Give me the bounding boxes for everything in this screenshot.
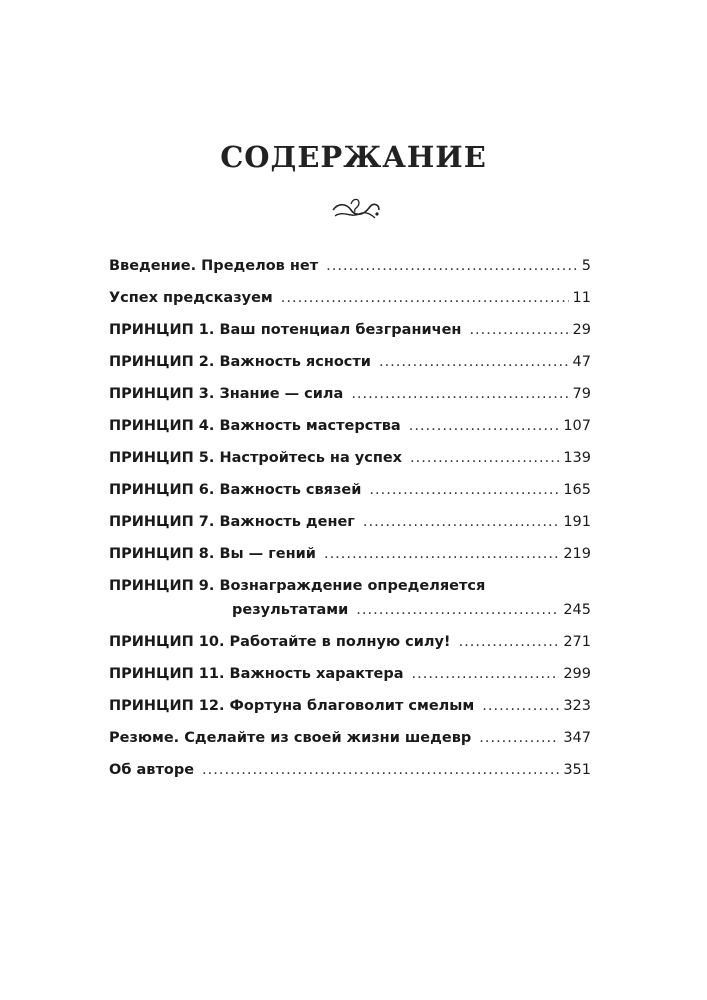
- toc-entry[interactable]: [109, 730, 591, 762]
- toc-page-number: 29: [572, 322, 591, 338]
- dot-leader: [410, 450, 559, 466]
- toc-entry[interactable]: [109, 386, 591, 418]
- toc-entry[interactable]: [109, 482, 591, 514]
- toc-entry-title: Об авторе: [109, 762, 195, 778]
- flourish-ornament-icon: [329, 196, 383, 226]
- toc-page-number: 191: [563, 514, 591, 530]
- toc-page-number: 47: [572, 354, 591, 370]
- toc-page-number: 219: [563, 546, 591, 562]
- toc-entry[interactable]: [109, 762, 591, 794]
- dot-leader: [326, 258, 578, 274]
- toc-page-number: 11: [572, 290, 591, 306]
- toc-entry[interactable]: [109, 290, 591, 322]
- toc-entry[interactable]: [109, 322, 591, 354]
- table-of-contents: [109, 258, 591, 794]
- dot-leader: [202, 762, 559, 778]
- dot-leader: [379, 354, 569, 370]
- toc-entry-title: Успех предсказуем: [109, 290, 273, 306]
- toc-page-number: 347: [563, 730, 591, 746]
- toc-page-number: 79: [572, 386, 591, 402]
- toc-entry[interactable]: [109, 258, 591, 290]
- toc-entry-title: ПРИНЦИП 7. Важность денег: [109, 514, 355, 530]
- toc-entry[interactable]: [109, 514, 591, 546]
- dot-leader: [351, 386, 568, 402]
- toc-entry-title: ПРИНЦИП 12. Фортуна благоволит смелым: [109, 698, 475, 714]
- dot-leader: [356, 602, 559, 618]
- toc-entry-title: ПРИНЦИП 10. Работайте в полную силу!: [109, 634, 451, 650]
- toc-entry-title: ПРИНЦИП 6. Важность связей: [109, 482, 362, 498]
- toc-entry[interactable]: [109, 546, 591, 578]
- toc-entry-title: ПРИНЦИП 4. Важность мастерства: [109, 418, 401, 434]
- toc-page-number: 5: [581, 258, 591, 274]
- toc-entry-title: ПРИНЦИП 5. Настройтесь на успех: [109, 450, 403, 466]
- dot-leader: [459, 634, 560, 650]
- toc-entry-title: ПРИНЦИП 8. Вы — гений: [109, 546, 316, 562]
- toc-entry[interactable]: [109, 450, 591, 482]
- toc-page-number: 323: [563, 698, 591, 714]
- toc-page-number: 299: [563, 666, 591, 682]
- toc-entry-title: ПРИНЦИП 9. Вознаграждение определяется: [109, 578, 486, 594]
- toc-entry-title: Введение. Пределов нет: [109, 258, 319, 274]
- toc-entry[interactable]: [109, 634, 591, 666]
- toc-entry-continuation[interactable]: [109, 602, 591, 634]
- dot-leader: [363, 514, 559, 530]
- toc-page-number: 139: [563, 450, 591, 466]
- toc-entry[interactable]: [109, 666, 591, 698]
- toc-entry-title: ПРИНЦИП 2. Важность ясности: [109, 354, 371, 370]
- toc-entry[interactable]: [109, 418, 591, 450]
- dot-leader: [369, 482, 559, 498]
- toc-page-number: 107: [563, 418, 591, 434]
- dot-leader: [479, 730, 559, 746]
- toc-entry-title: Резюме. Сделайте из своей жизни шедевр: [109, 730, 472, 746]
- dot-leader: [482, 698, 559, 714]
- toc-entry[interactable]: [109, 354, 591, 386]
- toc-entry-title: результатами: [232, 602, 349, 618]
- dot-leader: [324, 546, 559, 562]
- toc-page-number: 351: [563, 762, 591, 778]
- page-title: СОДЕРЖАНИЕ: [220, 140, 487, 174]
- toc-entry-title: ПРИНЦИП 3. Знание — сила: [109, 386, 344, 402]
- toc-page-number: 271: [563, 634, 591, 650]
- dot-leader: [412, 666, 560, 682]
- dot-leader: [409, 418, 560, 434]
- dot-leader: [469, 322, 568, 338]
- toc-entry[interactable]: [109, 698, 591, 730]
- toc-page-number: 165: [563, 482, 591, 498]
- toc-entry[interactable]: [109, 578, 591, 602]
- toc-page-number: 245: [563, 602, 591, 618]
- dot-leader: [281, 290, 569, 306]
- toc-entry-title: ПРИНЦИП 11. Важность характера: [109, 666, 404, 682]
- toc-entry-title: ПРИНЦИП 1. Ваш потенциал безграничен: [109, 322, 462, 338]
